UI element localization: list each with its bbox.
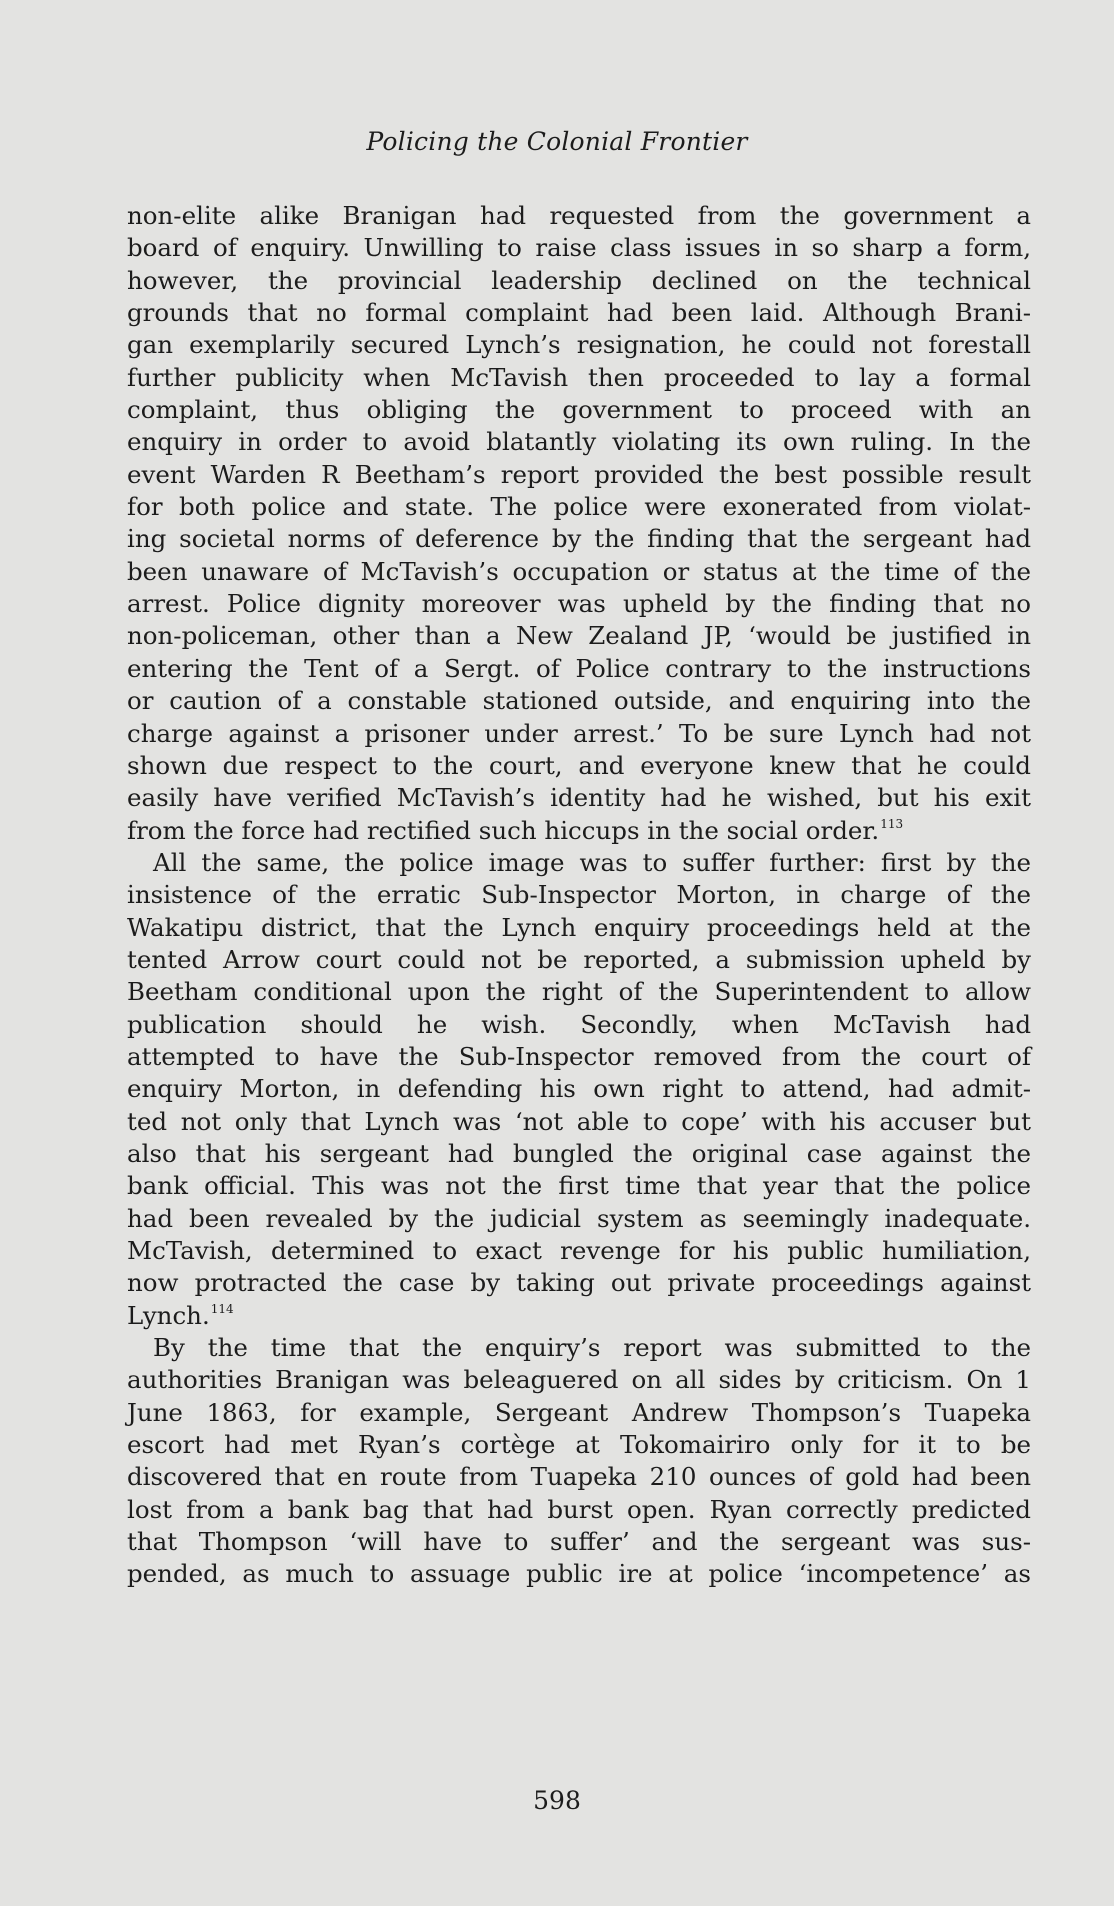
line-text: bank official. This was not the first time that year that the police xyxy=(127,1171,1031,1201)
line-text: arrest. Police dignity moreover was upheld by the finding that no xyxy=(127,589,1031,619)
line-text: June 1863, for example, Sergeant Andrew Thompson’s Tuapeka xyxy=(127,1397,1031,1427)
line-text: attempted to have the Sub-Inspector removed from the court of xyxy=(127,1041,1031,1071)
text-line xyxy=(127,815,1031,847)
text-line xyxy=(127,847,1031,879)
line-text: McTavish, determined to exact revenge for his public humiliation, xyxy=(127,1236,1031,1265)
text-line xyxy=(127,426,1031,458)
text-line xyxy=(127,1170,1031,1202)
text-line xyxy=(127,1461,1031,1493)
text-line xyxy=(127,200,1031,232)
line-text: Beetham conditional upon the right of the Superintendent to allow xyxy=(127,977,1031,1007)
line-text: been unaware of McTavish’s occupation or status at the time of the xyxy=(127,556,1031,586)
line-text: non-elite alike Branigan had requested from the government a xyxy=(127,201,1031,230)
text-line xyxy=(127,782,1031,814)
line-text: or caution of a constable stationed outside, and enquiring into the xyxy=(127,686,1031,716)
line-text: lost from a bank bag that had burst open. Ryan correctly predicted xyxy=(127,1494,1031,1524)
line-text: tented Arrow court could not be reported, a submission upheld by xyxy=(127,944,1031,974)
line-text: pended, as much to assuage public ire at police ‘incompetence’ as xyxy=(127,1559,1031,1589)
text-line xyxy=(127,653,1031,685)
text-line xyxy=(127,297,1031,329)
line-text: event Warden R Beetham’s report provided the best possible result xyxy=(127,459,1031,489)
line-text: insistence of the erratic Sub-Inspector Morton, in charge of the xyxy=(127,880,1031,910)
line-text: complaint, thus obliging the government to proceed with an xyxy=(127,395,1031,425)
line-text: board of enquiry. Unwilling to raise class issues in so sharp a form, xyxy=(127,233,1031,263)
text-line xyxy=(127,491,1031,523)
line-text: authorities Branigan was beleaguered on all sides by criticism. On 1 xyxy=(127,1365,1031,1395)
text-line xyxy=(127,232,1031,264)
line-text: Wakatipu district, that the Lynch enquiry proceedings held at the xyxy=(127,912,1031,942)
line-text: escort had met Ryan’s cortège at Tokomairiro only for it to be xyxy=(127,1430,1031,1460)
text-line xyxy=(127,523,1031,555)
text-line xyxy=(127,620,1031,652)
text-line xyxy=(127,976,1031,1008)
text-line xyxy=(127,1429,1031,1461)
text-line xyxy=(127,1267,1031,1299)
line-text: for both police and state. The police were exonerated from violat- xyxy=(127,492,1031,522)
line-text: publication should he wish. Secondly, when McTavish had xyxy=(127,1009,1031,1039)
text-line xyxy=(127,1138,1031,1170)
running-head: Policing the Colonial Frontier xyxy=(366,127,748,156)
text-line xyxy=(127,1526,1031,1558)
text-line xyxy=(127,912,1031,944)
text-line xyxy=(127,685,1031,717)
text-line xyxy=(127,1009,1031,1041)
text-line xyxy=(127,329,1031,361)
text-line xyxy=(127,1203,1031,1235)
line-text: discovered that en route from Tuapeka 210 ounces of gold had been xyxy=(127,1462,1031,1492)
line-text: non-policeman, other than a New Zealand JP, ‘would be justified in xyxy=(127,621,1031,651)
text-line xyxy=(127,944,1031,976)
text-line xyxy=(127,879,1031,911)
line-text: enquiry in order to avoid blatantly violating its own ruling. In the xyxy=(127,427,1031,457)
line-text: further publicity when McTavish then proceeded to lay a formal xyxy=(127,362,1031,392)
text-line xyxy=(127,588,1031,620)
line-text: By the time that the enquiry’s report was submitted to the xyxy=(153,1333,1031,1363)
text-line xyxy=(127,718,1031,750)
line-text: Lynch. xyxy=(127,1300,210,1330)
line-text: from the force had rectified such hiccups in the social order. xyxy=(127,815,880,845)
line-text: charge against a prisoner under arrest.’ To be sure Lynch had not xyxy=(127,718,1031,748)
text-line xyxy=(127,265,1031,297)
footnote-marker: 114 xyxy=(210,1301,234,1316)
text-line xyxy=(127,1300,1031,1332)
text-line xyxy=(127,459,1031,491)
line-text: All the same, the police image was to suffer further: first by the xyxy=(153,847,1031,877)
line-text: ing societal norms of deference by the finding that the sergeant had xyxy=(127,524,1031,554)
text-line xyxy=(127,1332,1031,1364)
text-line xyxy=(127,1073,1031,1105)
line-text: entering the Tent of a Sergt. of Police contrary to the instructions xyxy=(127,653,1031,683)
text-line xyxy=(127,1364,1031,1396)
line-text: grounds that no formal complaint had been laid. Although Brani- xyxy=(127,298,1031,328)
line-text: shown due respect to the court, and everyone knew that he could xyxy=(127,750,1031,780)
text-line xyxy=(127,1494,1031,1526)
text-line xyxy=(127,1106,1031,1138)
text-line xyxy=(127,750,1031,782)
line-text: that Thompson ‘will have to suffer’ and the sergeant was sus- xyxy=(127,1527,1031,1557)
line-text: now protracted the case by taking out private proceedings against xyxy=(127,1268,1031,1298)
line-text: however, the provincial leadership declined on the technical xyxy=(127,265,1031,295)
text-line xyxy=(127,362,1031,394)
line-text: also that his sergeant had bungled the original case against the xyxy=(127,1138,1031,1168)
text-line xyxy=(127,1558,1031,1590)
line-text: ted not only that Lynch was ‘not able to cope’ with his accuser but xyxy=(127,1106,1031,1136)
body-text xyxy=(127,200,1031,1591)
text-line xyxy=(127,556,1031,588)
line-text: had been revealed by the judicial system as seemingly inadequate. xyxy=(127,1203,1031,1233)
line-text: gan exemplarily secured Lynch’s resignation, he could not forestall xyxy=(127,330,1031,360)
text-line xyxy=(127,1041,1031,1073)
line-text: easily have verified McTavish’s identity had he wished, but his exit xyxy=(127,783,1031,813)
text-line xyxy=(127,1397,1031,1429)
page-number: 598 xyxy=(533,1786,581,1815)
footnote-marker: 113 xyxy=(880,816,904,831)
text-line xyxy=(127,394,1031,426)
text-line xyxy=(127,1235,1031,1267)
line-text: enquiry Morton, in defending his own right to attend, had admit- xyxy=(127,1074,1031,1104)
